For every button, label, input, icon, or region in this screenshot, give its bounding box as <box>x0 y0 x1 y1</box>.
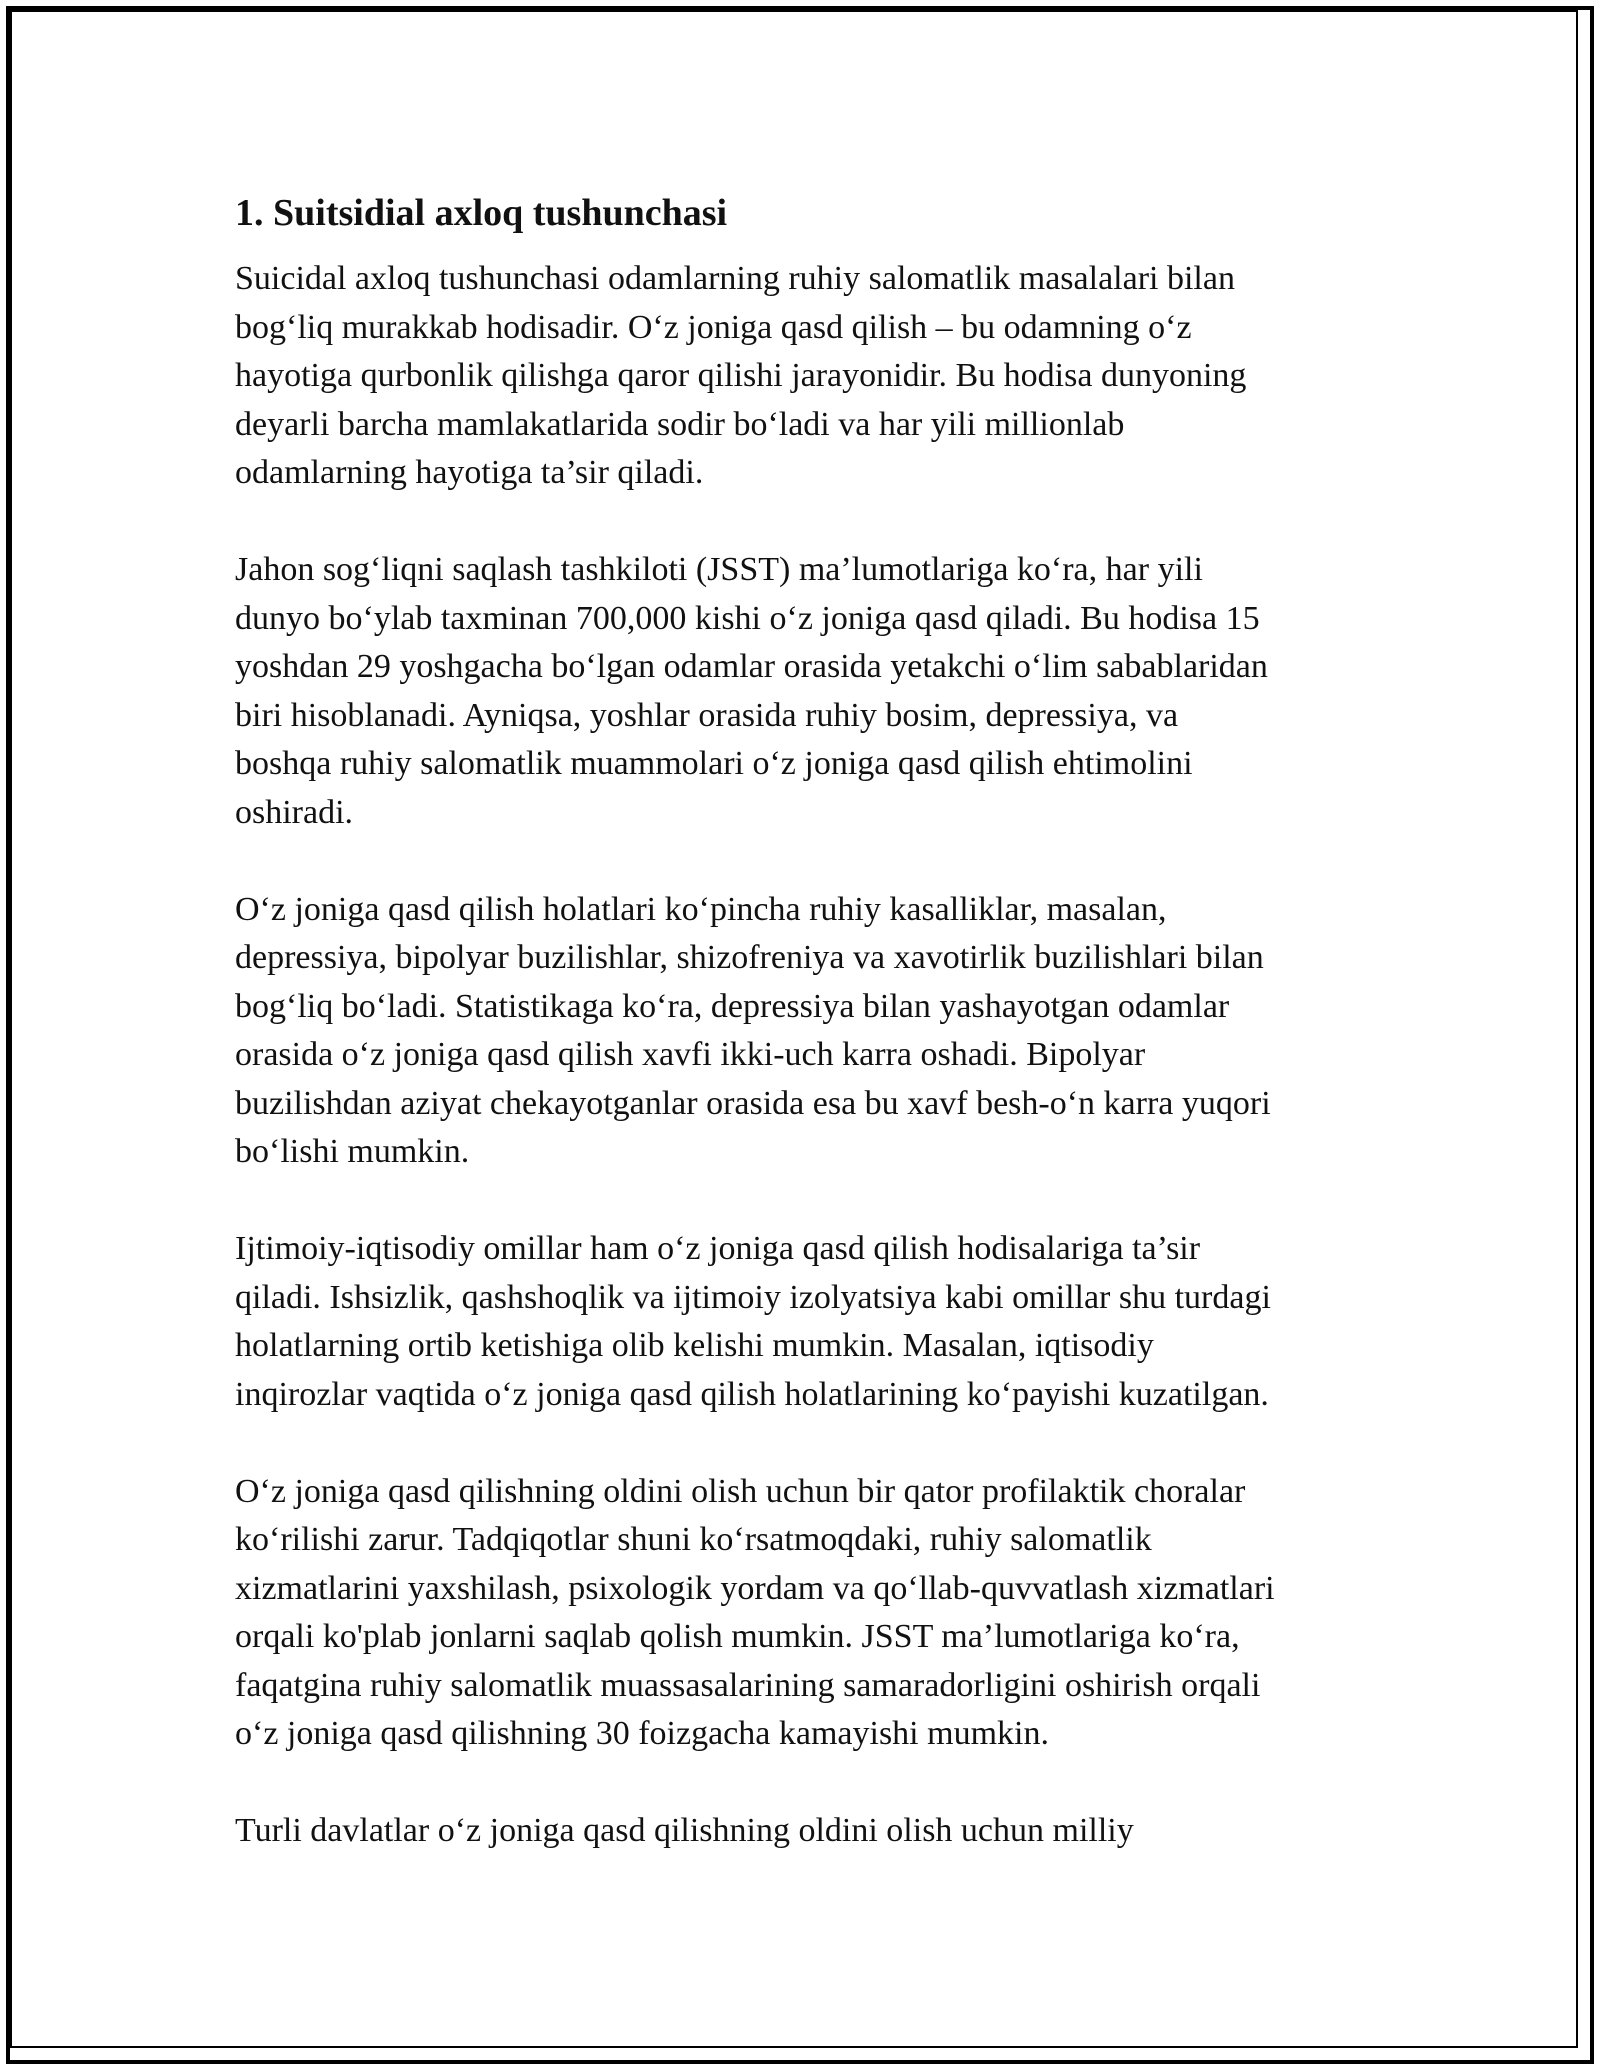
text-line: Jahon sog‘liqni saqlash tashkiloti (JSST) ma’lumotlariga ko‘ra, har yili <box>235 551 1203 588</box>
text-line: Ijtimoiy-iqtisodiy omillar ham o‘z joniga qasd qilish hodisalariga ta’sir <box>235 1230 1201 1267</box>
text-line: boshqa ruhiy salomatlik muammolari o‘z joniga qasd qilish ehtimolini <box>235 745 1193 782</box>
text-line: holatlarning ortib ketishiga olib kelishi mumkin. Masalan, iqtisodiy <box>235 1327 1154 1364</box>
text-line: Suicidal axloq tushunchasi odamlarning ruhiy salomatlik masalalari bilan <box>235 260 1235 297</box>
paragraph-5 <box>235 1468 1365 1759</box>
text-line: buzilishdan aziyat chekayotganlar orasida esa bu xavf besh-o‘n karra yuqori <box>235 1084 1271 1122</box>
text-line: qiladi. Ishsizlik, qashshoqlik va ijtimoiy izolyatsiya kabi omillar shu turdagi <box>235 1278 1271 1316</box>
text-line: inqirozlar vaqtida o‘z joniga qasd qilish holatlarining ko‘payishi kuzatilgan. <box>235 1375 1269 1413</box>
text-line: depressiya, bipolyar buzilishlar, shizofreniya va xavotirlik buzilishlari bilan <box>235 939 1264 976</box>
text-line: dunyo bo‘ylab taxminan 700,000 kishi o‘z joniga qasd qiladi. Bu hodisa 15 <box>235 599 1260 637</box>
document-body <box>235 185 1365 1904</box>
text-line: orqali ko'plab jonlarni saqlab qolish mumkin. JSST ma’lumotlariga ko‘ra, <box>235 1618 1240 1655</box>
text-line: ko‘rilishi zarur. Tadqiqotlar shuni ko‘rsatmoqdaki, ruhiy salomatlik <box>235 1521 1152 1558</box>
text-line: odamlarning hayotiga ta’sir qiladi. <box>235 454 704 491</box>
text-line: oshiradi. <box>235 793 354 831</box>
section-heading: 1. Suitsidial axloq tushunchasi <box>235 192 728 234</box>
text-line: xizmatlarini yaxshilash, psixologik yordam va qo‘llab-quvvatlash xizmatlari <box>235 1569 1275 1607</box>
text-line: orasida o‘z joniga qasd qilish xavfi ikki-uch karra oshadi. Bipolyar <box>235 1036 1146 1073</box>
text-line: hayotiga qurbonlik qilishga qaror qilishi jarayonidir. Bu hodisa dunyoning <box>235 357 1247 394</box>
text-line: O‘z joniga qasd qilish holatlari ko‘pincha ruhiy kasalliklar, masalan, <box>235 890 1167 928</box>
paragraph-3 <box>235 886 1365 1177</box>
text-line: yoshdan 29 yoshgacha bo‘lgan odamlar orasida yetakchi o‘lim sabablaridan <box>235 648 1268 685</box>
text-line: biri hisoblanadi. Ayniqsa, yoshlar orasida ruhiy bosim, depressiya, va <box>235 696 1179 734</box>
text-line: o‘z joniga qasd qilishning 30 foizgacha kamayishi mumkin. <box>235 1715 1049 1752</box>
text-line: Turli davlatlar o‘z joniga qasd qilishning oldini olish uchun milliy <box>235 1812 1134 1849</box>
paragraph-2 <box>235 546 1365 837</box>
text-line: deyarli barcha mamlakatlarida sodir bo‘ladi va har yili millionlab <box>235 405 1125 443</box>
text-line: bog‘liq murakkab hodisadir. O‘z joniga qasd qilish – bu odamning o‘z <box>235 308 1192 346</box>
text-line: O‘z joniga qasd qilishning oldini olish uchun bir qator profilaktik choralar <box>235 1472 1246 1510</box>
text-line: bo‘lishi mumkin. <box>235 1133 470 1170</box>
paragraph-1 <box>235 255 1365 498</box>
paragraph-4 <box>235 1225 1365 1419</box>
text-line: faqatgina ruhiy salomatlik muassasalarining samaradorligini oshirish orqali <box>235 1666 1261 1704</box>
paragraph-6 <box>235 1807 1365 1856</box>
text-line: bog‘liq bo‘ladi. Statistikaga ko‘ra, depressiya bilan yashayotgan odamlar <box>235 987 1230 1025</box>
